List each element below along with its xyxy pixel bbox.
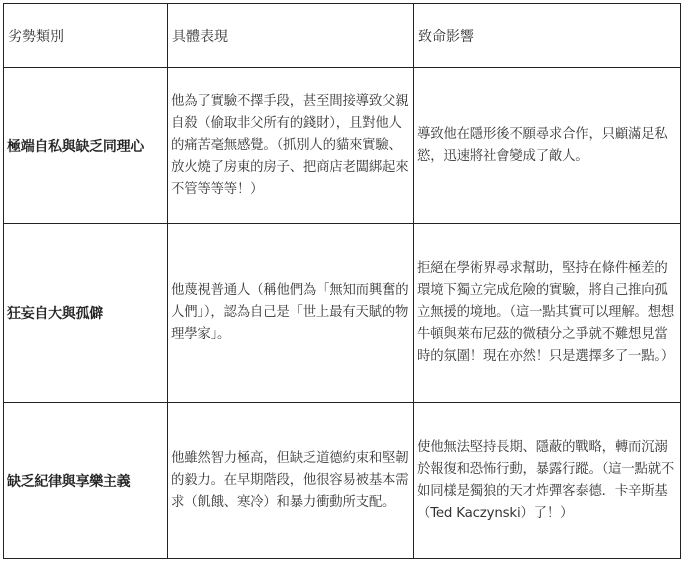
table-row [4,403,681,559]
header-manifestation: 具體表現 [168,4,414,68]
row-impact: 導致他在隱形後不願尋求合作，只顧滿足私慾，迅速將社會變成了敵人。 [414,68,681,224]
row-manifestation: 他為了實驗不擇手段，甚至間接導致父親自殺（偷取非父所有的錢財），且對他人的痛苦毫無感覺。（抓別人的貓來實驗、放火燒了房東的房子、把商店老闆綁起來不管等等等！） [168,68,414,224]
row-category: 極端自私與缺乏同理心 [4,68,168,224]
header-impact: 致命影響 [414,4,681,68]
table-row [4,68,681,224]
table-header-row [4,4,681,68]
comparison-table [3,3,681,559]
header-category: 劣勢類別 [4,4,168,68]
row-manifestation: 他雖然智力極高，但缺乏道德約束和堅韌的毅力。在早期階段，他很容易被基本需求（飢餓、寒冷）和暴力衝動所支配。 [168,403,414,559]
row-category: 缺乏紀律與享樂主義 [4,403,168,559]
row-impact: 使他無法堅持長期、隱蔽的戰略，轉而沉溺於報復和恐怖行動，暴露行蹤。（這一點就不如同樣是獨狼的天才炸彈客泰德．卡辛斯基（Ted Kaczynski）了！） [414,403,681,559]
row-category: 狂妄自大與孤僻 [4,224,168,403]
table-row [4,224,681,403]
row-manifestation: 他蔑視普通人（稱他們為「無知而興奮的人們」），認為自己是「世上最有天賦的物理學家」。 [168,224,414,403]
row-impact: 拒絕在學術界尋求幫助，堅持在條件極差的環境下獨立完成危險的實驗，將自己推向孤立無援的境地。（這一點其實可以理解。想想牛頓與萊布尼茲的微積分之爭就不難想見當時的氛圍！現在亦然！只是選擇多了一點。） [414,224,681,403]
